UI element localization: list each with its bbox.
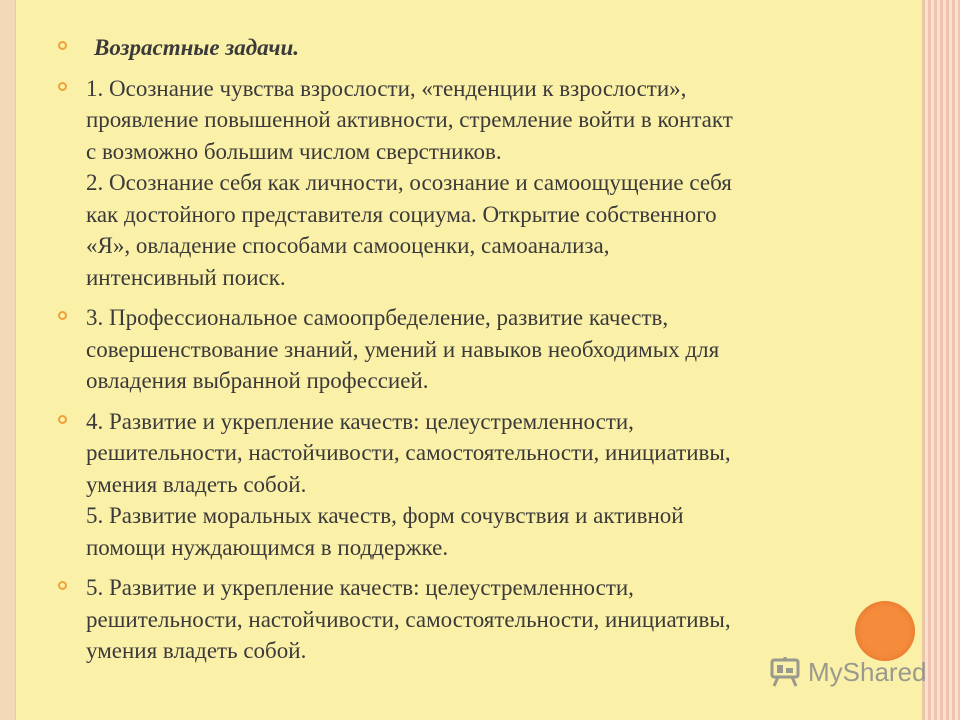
bullet-text-line: как достойного представителя социума. Открытие собственного <box>86 201 717 227</box>
bullet-text-line: 1. Осознание чувства взрослости, «тенденции к взрослости», <box>86 75 687 101</box>
bullet-list <box>58 32 918 676</box>
bullet-text-line: с возможно большим числом сверстников. <box>86 138 502 164</box>
bullet-text-line: проявление повышенной активности, стремление войти в контакт <box>86 107 733 132</box>
bullet-circle-icon <box>58 415 67 424</box>
bullet-text-line: овладения выбранной профессией. <box>86 368 429 393</box>
bullet-item <box>58 302 918 397</box>
bullet-text-line: 3. Профессиональное самоопрбеделение, развитие качеств, <box>86 305 669 330</box>
bullet-circle-icon <box>58 41 67 50</box>
watermark <box>768 656 927 688</box>
bullet-circle-icon <box>58 581 67 590</box>
bullet-text-line: 2. Осознание себя как личности, осознание и самоощущение себя <box>86 170 732 195</box>
presentation-board-icon <box>768 656 802 688</box>
bullet-item <box>58 572 918 667</box>
bullet-text-line: умения владеть собой. <box>86 471 307 497</box>
bullet-text-line: помощи нуждающимся в поддержке. <box>86 534 449 560</box>
bullet-text-line: решительности, настойчивости, самостоятельности, инициативы, <box>86 606 731 632</box>
bullet-text-line: «Я», овладение способами самооценки, самоанализа, <box>86 233 610 258</box>
bullet-item <box>58 406 918 564</box>
bullet-text-line: совершенствование знаний, умений и навыков необходимых для <box>86 336 720 362</box>
bullet-circle-icon <box>58 311 67 320</box>
bullet-text-line: 5. Развитие моральных качеств, форм сочувствия и активной <box>86 503 684 528</box>
bullet-item <box>58 32 918 64</box>
bullet-text-line: 4. Развитие и укрепление качеств: целеустремленности, <box>86 408 634 434</box>
bullet-text-line: 5. Развитие и укрепление качеств: целеустремленности, <box>86 575 634 600</box>
decorative-stripes <box>922 0 960 720</box>
bullet-text-line: решительности, настойчивости, самостоятельности, инициативы, <box>86 440 731 465</box>
bullet-text-line: умения владеть собой. <box>86 638 307 663</box>
bullet-item <box>58 73 918 294</box>
decorative-orange-circle <box>855 601 915 661</box>
slide-title: Возрастные задачи. <box>94 35 299 60</box>
watermark-text: MyShared <box>808 656 927 687</box>
bullet-circle-icon <box>58 82 67 91</box>
bullet-text-line: интенсивный поиск. <box>86 264 286 290</box>
content-panel <box>16 0 922 720</box>
